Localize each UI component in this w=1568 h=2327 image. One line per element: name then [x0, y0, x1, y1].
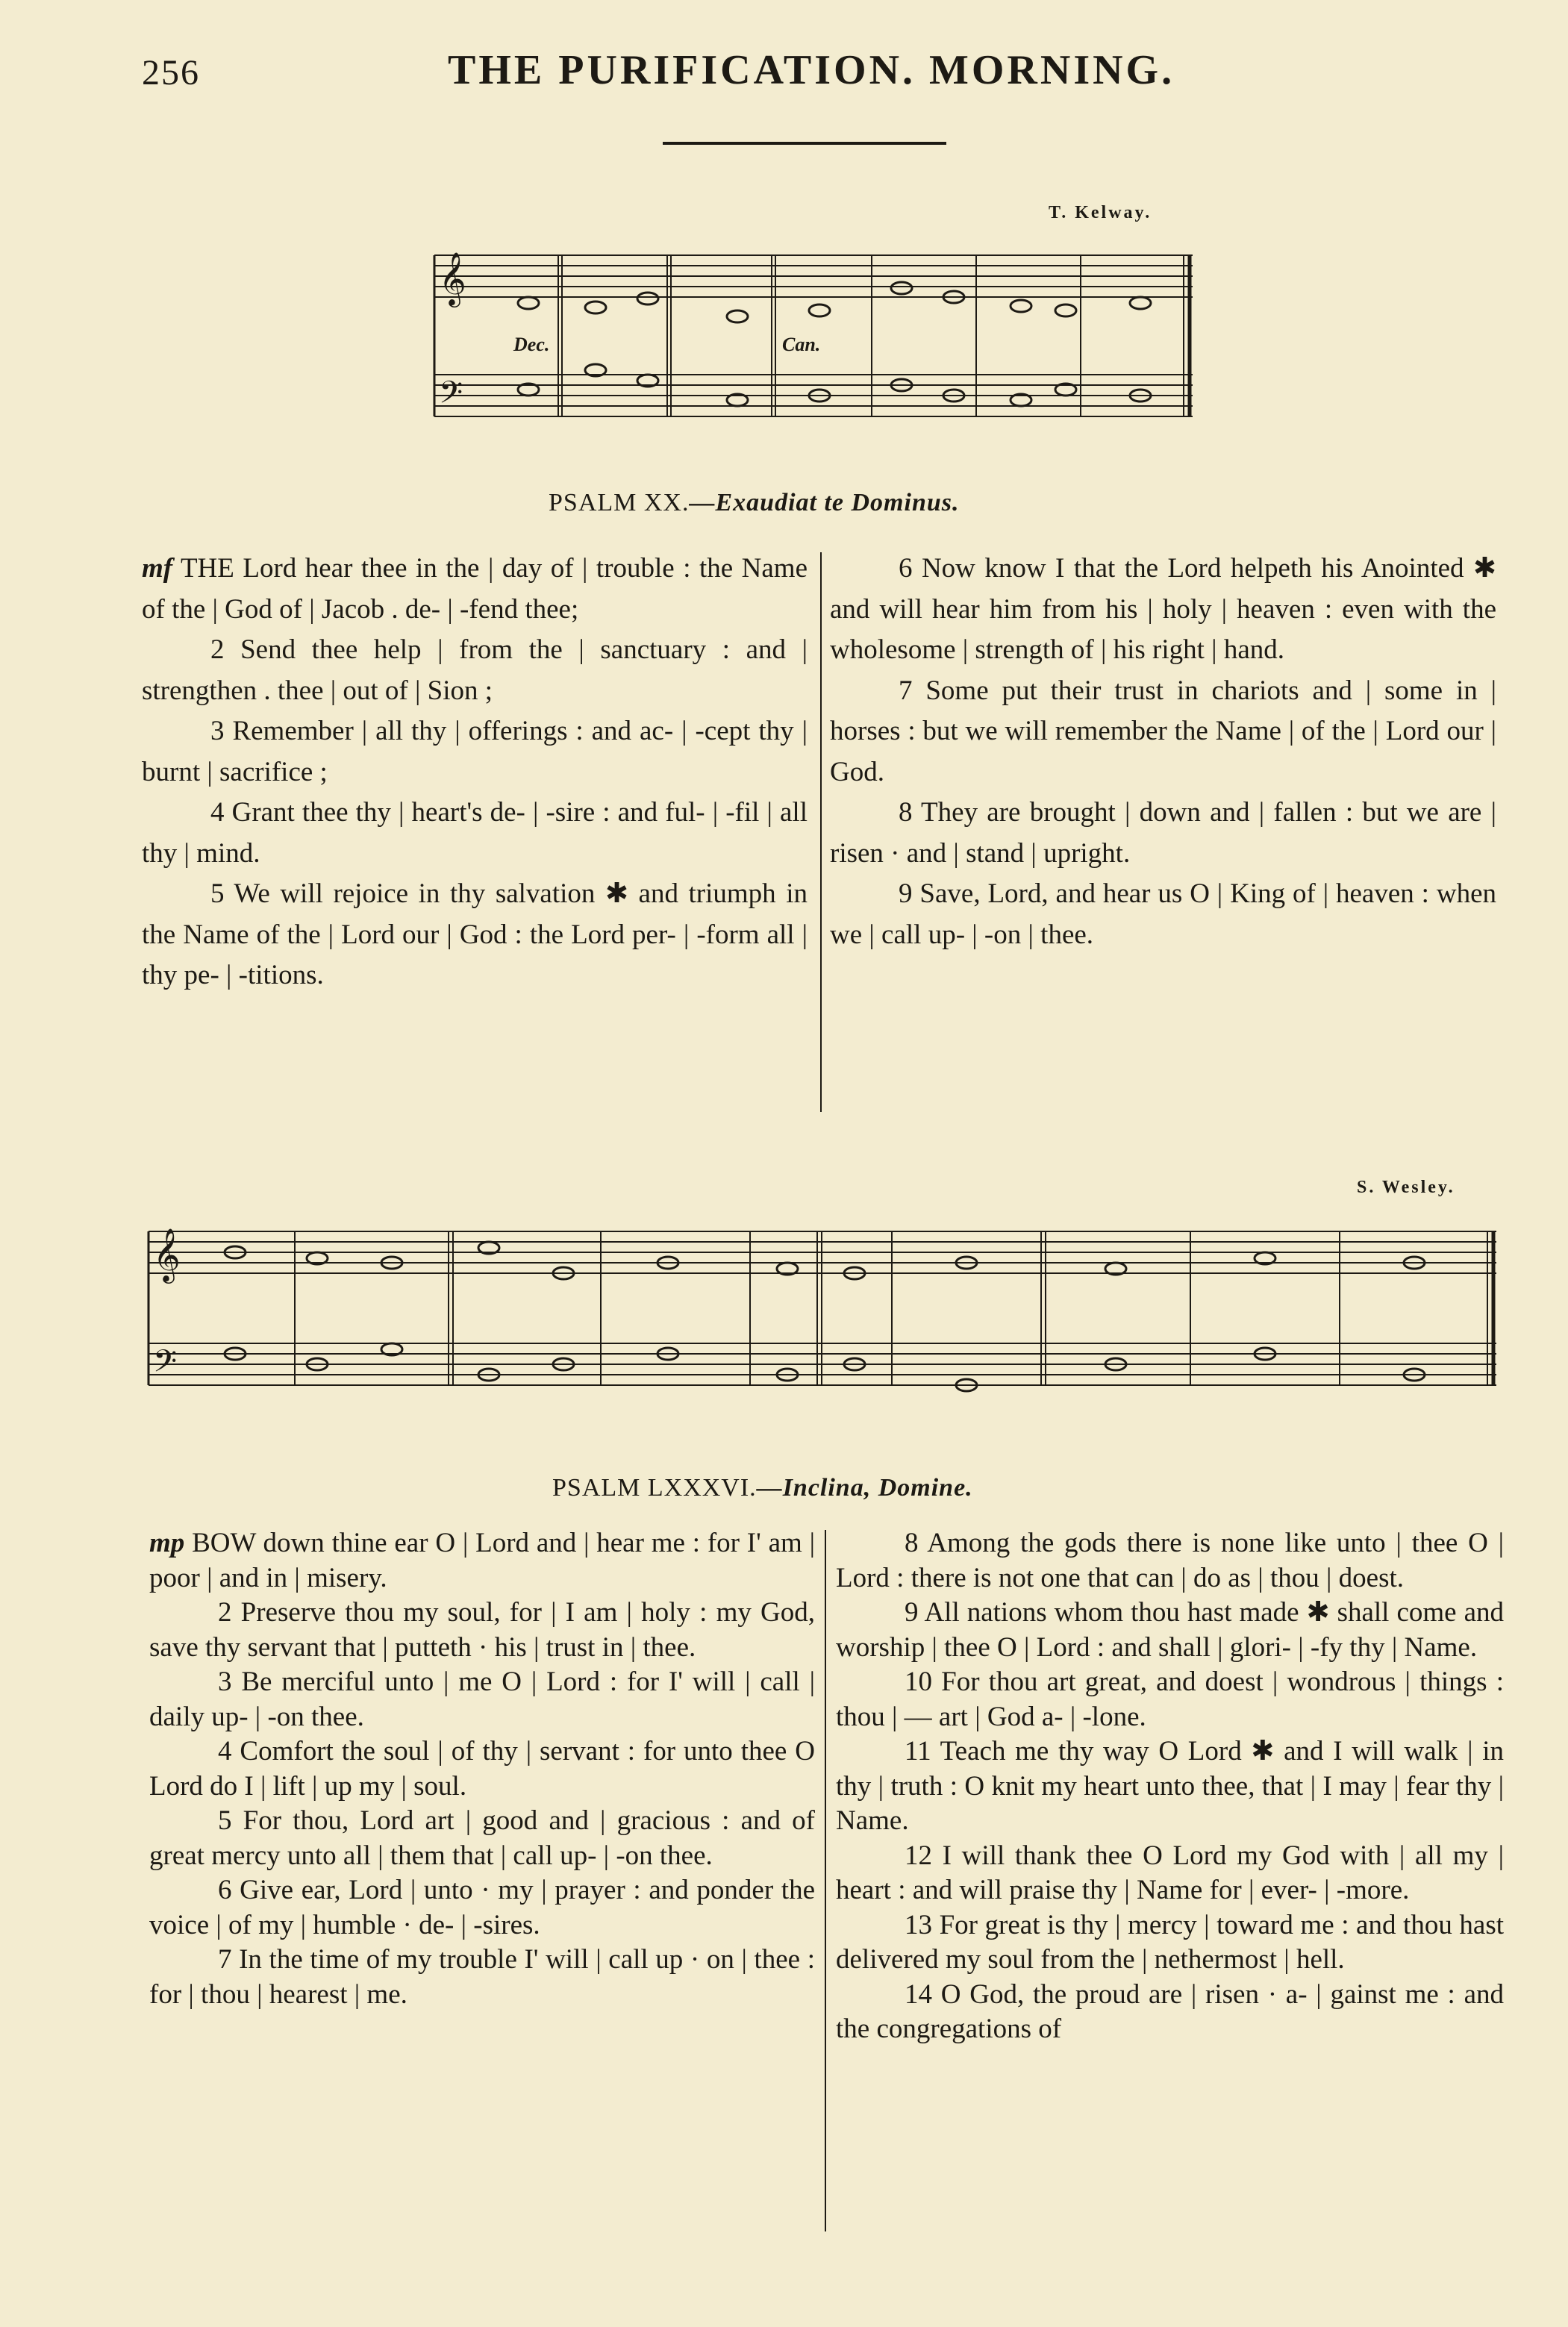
svg-text:𝄞: 𝄞	[153, 1227, 181, 1281]
psalm86-verse-13: 13 For great is thy | mercy | toward me : and thou hast delivered my soul from the | nethermost | hell.	[836, 1909, 1504, 1975]
psalm86-verse-12: 12 I will thank thee O Lord my God with | all my | heart : and will praise thy | Name for | ever- | -more.	[836, 1840, 1504, 1905]
psalm86-verse-1: mp BOW down thine ear O | Lord and | hear me : for I' am | poor | and in | misery.	[149, 1528, 815, 1593]
chant2-composer: S. Wesley.	[1357, 1178, 1455, 1197]
psalm20-verse-7: 7 Some put their trust in chariots and | some in | horses : but we will remember the Name | of the | Lord our | God.	[830, 675, 1496, 787]
psalm86-verse-9: 9 All nations whom thou hast made ✱ shall come and worship | thee O | Lord : and shall | glori- | -fy thy | Name.	[836, 1597, 1504, 1663]
psalm86-verse-10: 10 For thou art great, and doest | wondrous | things : thou | — art | God a- | -lone.	[836, 1667, 1504, 1732]
psalm20-verse-4: 4 Grant thee thy | heart's de- | -sire : and ful- | -fil | all thy | mind.	[142, 797, 808, 869]
psalm20-verse-5: 5 We will rejoice in thy salvation ✱ and triumph in the Name of the | Lord our | God : the Lord per- | -form all | thy pe- | -titions.	[142, 878, 808, 990]
psalm20-dynamic: mf	[142, 553, 173, 584]
chant2-score	[146, 1209, 1504, 1425]
psalm20-column-left	[142, 549, 808, 996]
page-header	[0, 46, 1568, 106]
psalm86-verse-2: 2 Preserve thou my soul, for | I am | holy : my God, save thy servant that | putteth · his | trust in | thee.	[149, 1597, 815, 1663]
psalm86-column-left	[149, 1526, 815, 2012]
chant1-composer: T. Kelway.	[1049, 203, 1152, 222]
psalm86-verse-3: 3 Be merciful unto | me O | Lord : for I' will | call | daily up- | -on thee.	[149, 1667, 815, 1732]
psalm86-verse-11: 11 Teach me thy way O Lord ✱ and I will walk | in thy | truth : O knit my heart unto thee, that | I may | fear thy | Name.	[836, 1736, 1504, 1836]
chant1-mark-can: Can.	[782, 334, 821, 355]
psalm20-column-right	[830, 549, 1496, 955]
column-divider-2	[825, 1530, 826, 2231]
psalm86-title	[552, 1474, 973, 1502]
psalm20-verse-9: 9 Save, Lord, and hear us O | King of | heaven : when we | call up- | -on | thee.	[830, 878, 1496, 950]
title-divider	[663, 142, 946, 145]
chant1-score	[431, 239, 1200, 455]
psalm86-dynamic: mp	[149, 1528, 185, 1558]
psalm86-verse-7: 7 In the time of my trouble I' will | call up · on | thee : for | thou | hearest | me.	[149, 1944, 815, 2010]
psalm20-verse-2: 2 Send thee help | from the | sanctuary : and | strengthen . thee | out of | Sion ;	[142, 634, 808, 706]
psalm20-title-latin: —Exaudiat te Dominus.	[689, 489, 960, 516]
column-divider-1	[820, 552, 822, 1112]
chant1-mark-dec: Dec.	[513, 334, 550, 355]
psalm20-verse-3: 3 Remember | all thy | offerings : and ac- | -cept thy | burnt | sacrifice ;	[142, 716, 808, 787]
psalm20-verse-1: mf THE Lord hear thee in the | day of | trouble : the Name of the | God of | Jacob . de- | -fend thee;	[142, 553, 808, 625]
psalm86-verse-6: 6 Give ear, Lord | unto · my | prayer : and ponder the voice | of my | humble · de- | -sires.	[149, 1875, 815, 1940]
psalm86-title-latin: —Inclina, Domine.	[756, 1474, 973, 1502]
psalm86-verse-5: 5 For thou, Lord art | good and | gracious : and of great mercy unto all | them that | call up- | -on thee.	[149, 1805, 815, 1871]
svg-text:𝄢: 𝄢	[439, 375, 463, 418]
psalm86-title-roman: PSALM LXXXVI.	[552, 1474, 757, 1502]
psalm86-verse-4: 4 Comfort the soul | of thy | servant : for unto thee O Lord do I | lift | up my | soul.	[149, 1736, 815, 1802]
psalm86-column-right	[836, 1526, 1504, 2047]
page-number: 256	[142, 53, 200, 93]
psalm20-verse-8: 8 They are brought | down and | fallen : but we are | risen · and | stand | upright.	[830, 797, 1496, 869]
svg-text:𝄢: 𝄢	[153, 1343, 178, 1387]
psalm86-verse-8: 8 Among the gods there is none like unto | thee O | Lord : there is not one that can | do as | thou | doest.	[836, 1528, 1504, 1593]
svg-text:𝄞: 𝄞	[439, 251, 466, 305]
page-title: THE PURIFICATION. MORNING.	[448, 47, 1175, 93]
psalm20-title-roman: PSALM XX.	[549, 489, 690, 516]
psalm20-verse-6: 6 Now know I that the Lord helpeth his Anointed ✱ and will hear him from his | holy | heaven : even with the wholesome | strength of | his right | hand.	[830, 553, 1496, 665]
psalm86-verse-14: 14 O God, the proud are | risen · a- | gainst me : and the congregations of	[836, 1978, 1504, 2044]
psalm20-title	[549, 489, 960, 517]
